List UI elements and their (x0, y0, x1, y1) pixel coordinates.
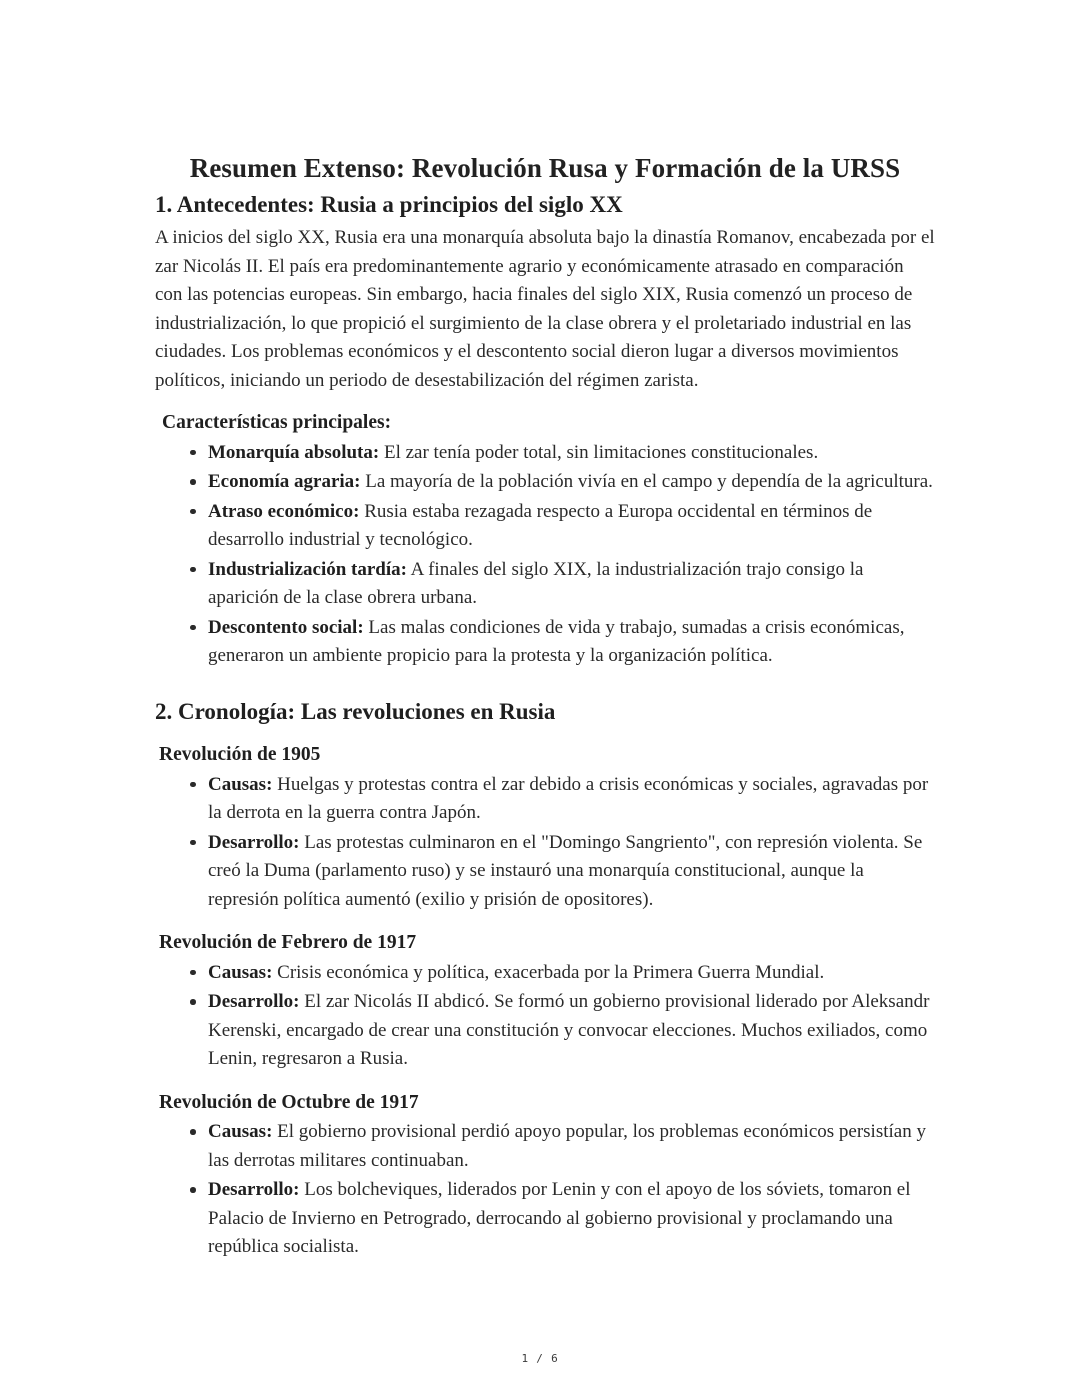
list-item-term: Desarrollo: (208, 831, 300, 853)
list-item (155, 614, 935, 671)
list-item (155, 556, 935, 613)
list-item-term: Desarrollo: (208, 1179, 300, 1200)
list-item-term: Descontento social: (208, 616, 364, 638)
list-item (155, 1176, 935, 1262)
section-1-bullet-list (155, 439, 935, 671)
subsection-heading-revolucion-febrero-1917: Revolución de Febrero de 1917 (159, 932, 417, 954)
list-item (155, 439, 935, 468)
section-heading-1: 1. Antecedentes: Rusia a principios del siglo XX (155, 192, 623, 218)
list-item-term: Industrialización tardía: (208, 558, 407, 580)
list-item (155, 771, 935, 828)
list-item-text: Los bolcheviques, liderados por Lenin y con el apoyo de los sóviets, tomaron el Palacio de Invierno en Petrogrado, derrocando al gobierno provisional y proclamando una república socialista. (208, 1179, 911, 1257)
document-content (155, 152, 935, 1263)
list-item-text: Rusia estaba rezagada respecto a Europa occidental en términos de desarrollo industrial y tecnológico. (208, 500, 873, 551)
list-item-text: Crisis económica y política, exacerbada por la Primera Guerra Mundial. (272, 961, 825, 983)
subsection-heading-revolucion-1905: Revolución de 1905 (159, 744, 321, 766)
subsection-heading-revolucion-octubre-1917: Revolución de Octubre de 1917 (159, 1091, 419, 1113)
subsection-bullet-list-febrero-1917 (155, 959, 935, 1074)
section-heading-2: 2. Cronología: Las revoluciones en Rusia (155, 698, 556, 724)
list-item-term: Causas: (208, 961, 273, 983)
list-item (155, 829, 935, 915)
list-item-text: Huelgas y protestas contra el zar debido a crisis económicas y sociales, agravadas por la derrota en la guerra contra Japón. (208, 773, 929, 824)
section-1-list-intro: Características principales: (162, 412, 392, 434)
subsection-bullet-list-octubre-1917 (155, 1118, 935, 1262)
list-item-term: Economía agraria: (208, 471, 361, 493)
list-item (155, 498, 935, 555)
list-item-term: Causas: (208, 773, 273, 795)
list-item (155, 959, 935, 988)
list-item (155, 468, 935, 497)
list-item-text: La mayoría de la población vivía en el campo y dependía de la agricultura. (360, 471, 933, 493)
page-number-footer: 1 / 6 (521, 1352, 559, 1365)
subsection-bullet-list-1905 (155, 771, 935, 915)
page-title: Resumen Extenso: Revolución Rusa y Formación de la URSS (189, 153, 901, 183)
list-item (155, 1118, 935, 1175)
list-item-term: Causas: (208, 1121, 273, 1142)
list-item-term: Desarrollo: (208, 991, 300, 1013)
list-item-text: El zar Nicolás II abdicó. Se formó un gobierno provisional liderado por Aleksandr Kerenski, encargado de crear una constitución y convocar elecciones. Muchos exiliados, como Lenin, regresaron a Rusia. (208, 991, 930, 1070)
list-item-text: Las malas condiciones de vida y trabajo, sumadas a crisis económicas, generaron un ambiente propicio para la protesta y la organización política. (208, 616, 905, 667)
list-item (155, 988, 935, 1074)
list-item-term: Monarquía absoluta: (208, 441, 380, 463)
list-item-term: Atraso económico: (208, 500, 360, 522)
list-item-text: El zar tenía poder total, sin limitaciones constitucionales. (379, 441, 819, 463)
list-item-text: El gobierno provisional perdió apoyo popular, los problemas económicos persistían y las derrotas militares continuaban. (208, 1121, 926, 1171)
section-1-paragraph: A inicios del siglo XX, Rusia era una monarquía absoluta bajo la dinastía Romanov, encabezada por el zar Nicolás II. El país era predominantemente agrario y económicamente atrasado en comparación con las potencias europeas. Sin embargo, hacia finales del siglo XIX, Rusia comenzó un proceso de industrialización, lo que propició el surgimiento de la clase obrera y el proletariado industrial en las ciudades. Los problemas económicos y el descontento social dieron lugar a diversos movimientos políticos, iniciando un periodo de desestabilización del régimen zarista. (155, 227, 935, 391)
list-item-text: A finales del siglo XIX, la industrialización trajo consigo la aparición de la clase obrera urbana. (208, 558, 864, 609)
list-item-text: Las protestas culminaron en el "Domingo Sangriento", con represión violenta. Se creó la Duma (parlamento ruso) y se instauró una monarquía constitucional, aunque la represión política aumentó (exilio y prisión de opositores). (208, 831, 923, 910)
